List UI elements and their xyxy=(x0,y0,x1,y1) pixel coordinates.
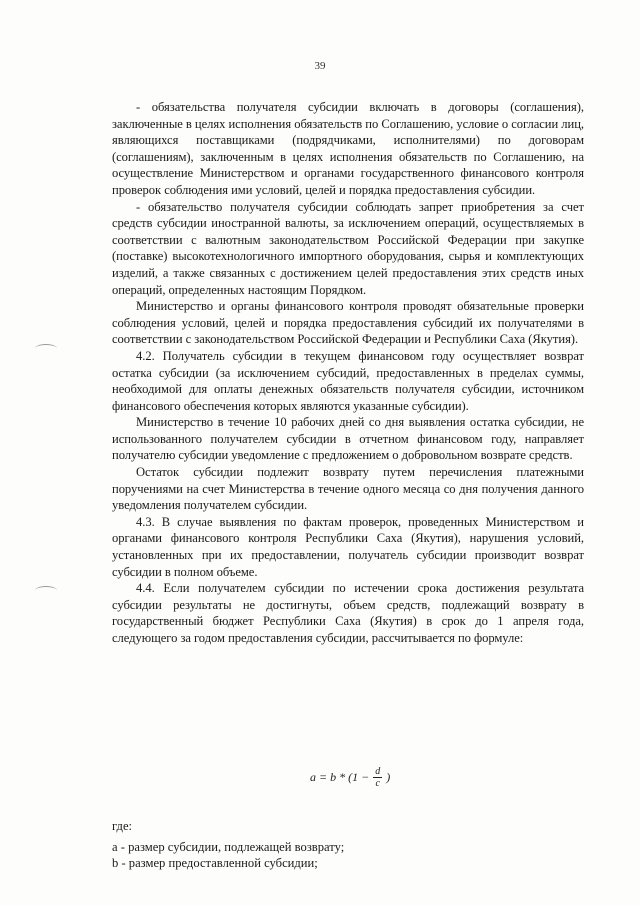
definitions-heading: где: xyxy=(112,819,133,833)
paragraph-inspections: Министерство и органы финансового контроля проводят обязательные проверки соблюдения условий, целей и порядка предоставления субсидий их получателями в соответствии с законодательством Российской Федерации и Республики Саха (Якутия). xyxy=(112,299,584,347)
page-number: 39 xyxy=(314,60,326,72)
paragraph-balance-payment: Остаток субсидии подлежит возврату путем перечисления платежными поручениями на счет Министерства в течение одного месяца со дня получения данного уведомления получателем субсидии. xyxy=(112,465,584,513)
scan-hole-mark xyxy=(35,586,57,595)
paragraph-4-2-balance-return: 4.2. Получатель субсидии в текущем финансовом году осуществляет возврат остатка субсидии (за исключением субсидий, предоставленных в пределах суммы, необходимой для оплаты денежных обязательств получателя субсидии, источником финансового обеспечения которых являются указанные субсидии). xyxy=(112,348,584,413)
formula-close: ) xyxy=(386,770,391,784)
definition-a: a - размер субсидии, подлежащей возврату; xyxy=(112,839,345,854)
definition-b: b - размер предоставленной субсидии; xyxy=(112,856,318,871)
paragraph-4-3-violations: 4.3. В случае выявления по фактам проверок, проведенных Министерством и органами финансового контроля Республики Саха (Якутия), нарушения условий, установленных при их предоставлении, получатель субсидии производит возврат субсидии в полном объеме. xyxy=(112,514,584,579)
paragraph-contractor-consent: - обязательства получателя субсидии включать в договоры (соглашения), заключенные в целях исполнения обязательств по Соглашению, условие о согласии лиц, являющихся поставщиками (подрядчиками, исполнителями) по договорам (соглашениям), заключенным в целях исполнения обязательств по Соглашению, на осуществление Министерством и органами государственного финансового контроля проверок соблюдения ими условий, целей и порядка предоставления субсидии. xyxy=(112,100,584,197)
formula-fraction xyxy=(373,766,382,789)
paragraph-ministry-notice: Министерство в течение 10 рабочих дней со дня выявления остатка субсидии, не использованного получателем субсидии в отчетном финансовом году, направляет получателю субсидии уведомление с предложением о добровольном возврате средств. xyxy=(112,415,584,463)
return-formula xyxy=(310,766,390,789)
formula-lhs: a = b * (1 − xyxy=(310,770,370,784)
paragraph-4-4-formula-intro: 4.4. Если получателем субсидии по истечении срока достижения результата субсидии результаты не достигнуты, объем средств, подлежащий возврату в государственный бюджет Республики Саха (Якутия) в срок до 1 апреля года, следующего за годом предоставления субсидии, рассчитывается по формуле: xyxy=(112,581,584,645)
paragraph-currency-ban: - обязательство получателя субсидии соблюдать запрет приобретения за счет средств субсидии иностранной валюты, за исключением операций, осуществляемых в соответствии с валютным законодательством Российской Федерации при закупке (поставке) высокотехнологичного импортного оборудования, сырья и комплектующих изделий, а также связанных с достижением целей предоставления этих средств иных операций, определенных настоящим Порядком. xyxy=(112,199,584,297)
formula-numerator: d xyxy=(375,766,381,777)
formula-denominator: c xyxy=(375,778,380,789)
scan-hole-mark xyxy=(35,344,57,353)
body-text xyxy=(112,99,584,647)
formula-definitions xyxy=(112,818,584,872)
